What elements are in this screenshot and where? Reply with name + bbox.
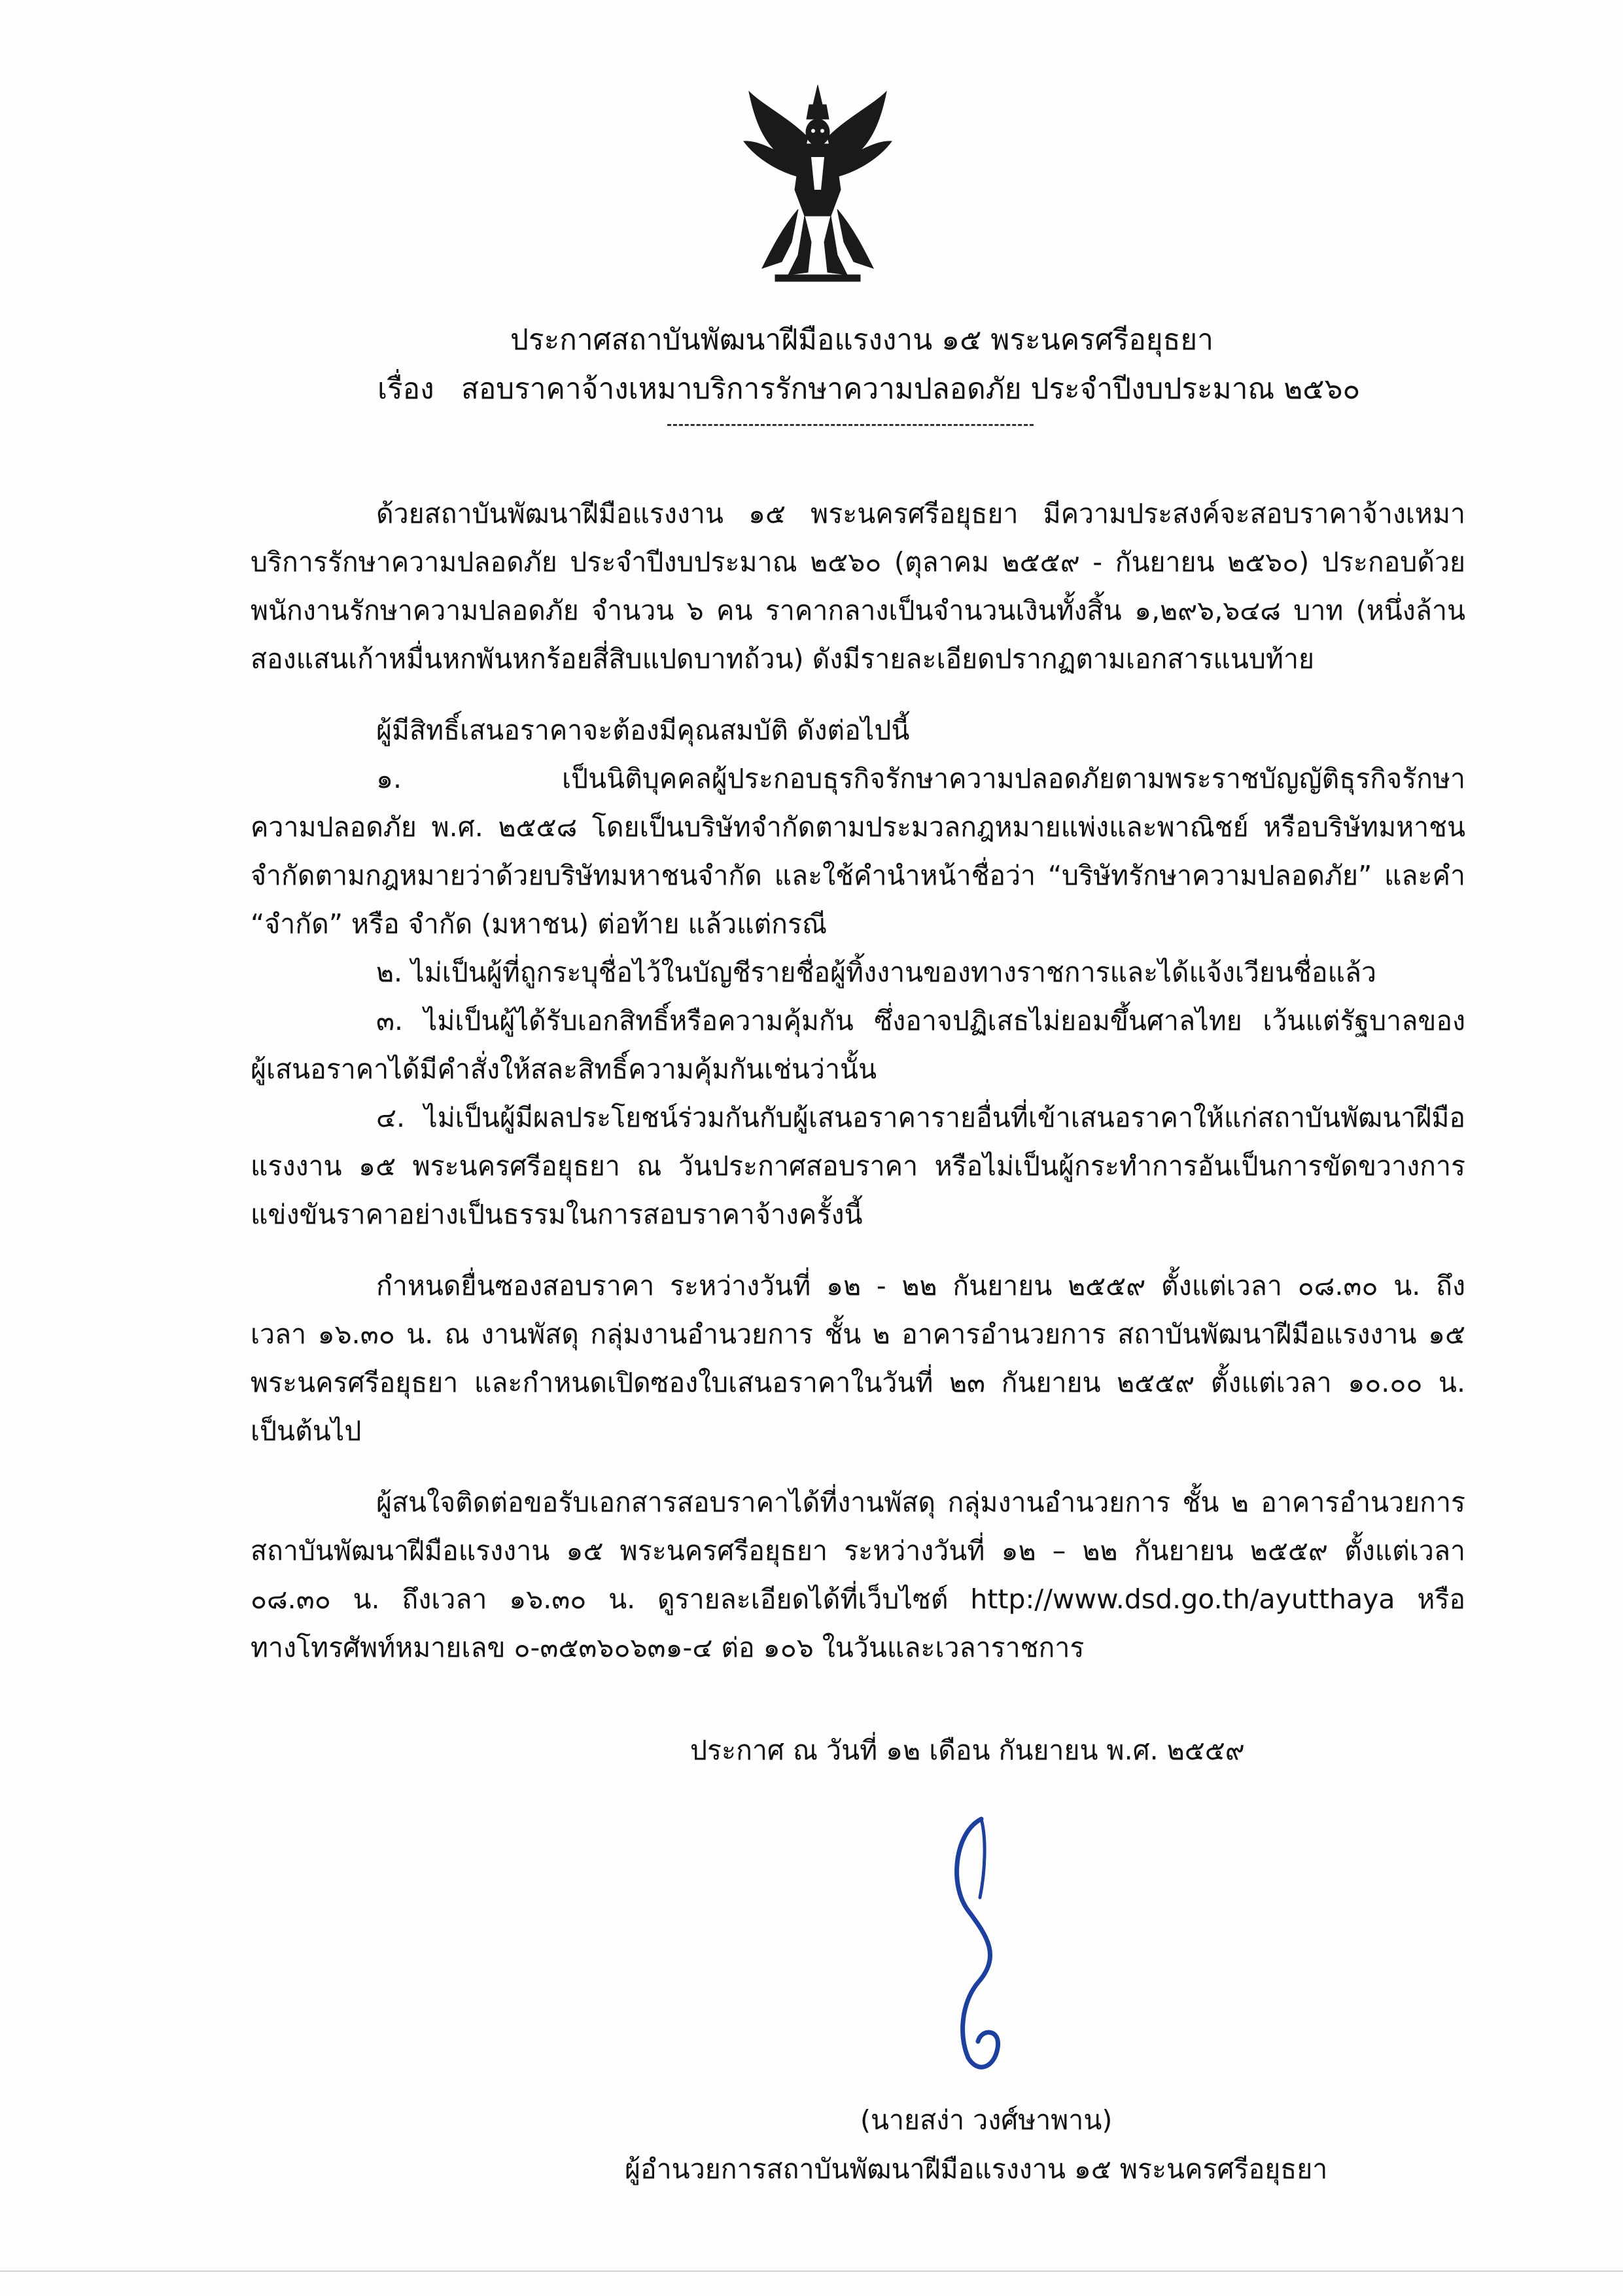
contact-line: ผู้สนใจติดต่อขอรับเอกสารสอบราคาได้ที่งานพัสดุ กลุ่มงานอำนวยการ ชั้น ๒ อาคารอำนวยการ xyxy=(376,1487,1465,1518)
intro-line-2: บริการรักษาความปลอดภัย ประจำปีงบประมาณ ๒๕๖๐ (ตุลาคม ๒๕๕๙ - กันยายน ๒๕๖๐) ประกอบด้วย xyxy=(251,546,1465,578)
title-separator xyxy=(667,424,1034,426)
contact-line: สถาบันพัฒนาฝีมือแรงงาน ๑๕ พระนครศรีอยุธยา ระหว่างวันที่ ๑๒ – ๒๒ กันยายน ๒๕๕๙ ตั้งแต่เวลา xyxy=(251,1535,1465,1566)
qualification-line: ๔. ไม่เป็นผู้มีผลประโยชน์ร่วมกันกับผู้เสนอราคารายอื่นที่เข้าเสนอราคาให้แก่สถาบันพัฒนาฝีมือ xyxy=(376,1102,1465,1133)
subject-text: สอบราคาจ้างเหมาบริการรักษาความปลอดภัย ประจำปีงบประมาณ ๒๕๖๐ xyxy=(461,372,1361,406)
intro-line-4: สองแสนเก้าหมื่นหกพันหกร้อยสี่สิบแปดบาทถ้วน) ดังมีรายละเอียดปรากฏตามเอกสารแนบท้าย xyxy=(251,643,1314,675)
schedule-line: เป็นต้นไป xyxy=(251,1415,362,1447)
intro-line-3: พนักงานรักษาความปลอดภัย จำนวน ๖ คน ราคากลางเป็นจำนวนเงินทั้งสิ้น ๑,๒๙๖,๖๔๘ บาท (หนึ่งล้าน xyxy=(251,595,1465,626)
qualification-line: แรงงาน ๑๕ พระนครศรีอยุธยา ณ วันประกาศสอบราคา หรือไม่เป็นผู้กระทำการอันเป็นการขัดขวางการ xyxy=(251,1150,1465,1182)
subject-label: เรื่อง xyxy=(377,372,434,406)
qualifications-heading: ผู้มีสิทธิ์เสนอราคาจะต้องมีคุณสมบัติ ดังต่อไปนี้ xyxy=(376,715,910,746)
qualification-line: ผู้เสนอราคาได้มีคำสั่งให้สละสิทธิ์ความคุ้มกันเช่นว่านั้น xyxy=(251,1053,877,1085)
announcement-title: ประกาศสถาบันพัฒนาฝีมือแรงงาน ๑๕ พระนครศรีอยุธยา xyxy=(510,323,1213,357)
signer-name: (นายสง่า วงศ์ษาพาน) xyxy=(860,2104,1113,2136)
announcement-date: ประกาศ ณ วันที่ ๑๒ เดือน กันยายน พ.ศ. ๒๕๕๙ xyxy=(690,1735,1245,1766)
scan-edge-line xyxy=(0,2270,1623,2272)
contact-line: ๐๘.๓๐ น. ถึงเวลา ๑๖.๓๐ น. ดูรายละเอียดได้ที่เว็บไซต์ http://www.dsd.go.th/ayutthaya หรือ xyxy=(251,1583,1465,1615)
handwritten-signature xyxy=(942,1806,1021,2081)
schedule-line: พระนครศรีอยุธยา และกำหนดเปิดซองใบเสนอราคาในวันที่ ๒๓ กันยายน ๒๕๕๙ ตั้งแต่เวลา ๑๐.๐๐ น. xyxy=(251,1367,1465,1398)
contact-line: ทางโทรศัพท์หมายเลข ๐-๓๕๓๖๐๖๓๑-๔ ต่อ ๑๐๖ ในวันและเวลาราชการ xyxy=(251,1632,1085,1663)
signer-position: ผู้อำนวยการสถาบันพัฒนาฝีมือแรงงาน ๑๕ พระนครศรีอยุธยา xyxy=(625,2153,1328,2185)
qualification-line: จำกัดตามกฎหมายว่าด้วยบริษัทมหาชนจำกัด และใช้คำนำหน้าชื่อว่า “บริษัทรักษาความปลอดภัย” และคำ xyxy=(251,860,1465,891)
qualification-line: ๓. ไม่เป็นผู้ได้รับเอกสิทธิ์หรือความคุ้มกัน ซึ่งอาจปฏิเสธไม่ยอมขึ้นศาลไทย เว้นแต่รัฐบาลของ xyxy=(376,1005,1465,1036)
qualification-line: แข่งขันราคาอย่างเป็นธรรมในการสอบราคาจ้างครั้งนี้ xyxy=(251,1199,863,1230)
qualification-line: ความปลอดภัย พ.ศ. ๒๕๕๘ โดยเป็นบริษัทจำกัดตามประมวลกฎหมายแพ่งและพาณิชย์ หรือบริษัทมหาชน xyxy=(251,811,1465,843)
qualification-line: ๒. ไม่เป็นผู้ที่ถูกระบุชื่อไว้ในบัญชีรายชื่อผู้ทิ้งงานของทางราชการและได้แจ้งเวียนชื่อแล้ว xyxy=(376,957,1377,988)
schedule-line: กำหนดยื่นซองสอบราคา ระหว่างวันที่ ๑๒ - ๒๒ กันยายน ๒๕๕๙ ตั้งแต่เวลา ๐๘.๓๐ น. ถึง xyxy=(376,1270,1465,1301)
garuda-emblem-icon xyxy=(736,79,899,288)
schedule-line: เวลา ๑๖.๓๐ น. ณ งานพัสดุ กลุ่มงานอำนวยการ ชั้น ๒ อาคารอำนวยการ สถาบันพัฒนาฝีมือแรงงาน ๑๕ xyxy=(251,1318,1465,1350)
qualification-line: ๑. เป็นนิติบุคคลผู้ประกอบธุรกิจรักษาความปลอดภัยตามพระราชบัญญัติธุรกิจรักษา xyxy=(376,763,1465,794)
qualification-line: “จำกัด” หรือ จำกัด (มหาชน) ต่อท้าย แล้วแต่กรณี xyxy=(251,908,828,940)
intro-line-1: ด้วยสถาบันพัฒนาฝีมือแรงงาน ๑๕ พระนครศรีอยุธยา มีความประสงค์จะสอบราคาจ้างเหมา xyxy=(376,498,1465,529)
